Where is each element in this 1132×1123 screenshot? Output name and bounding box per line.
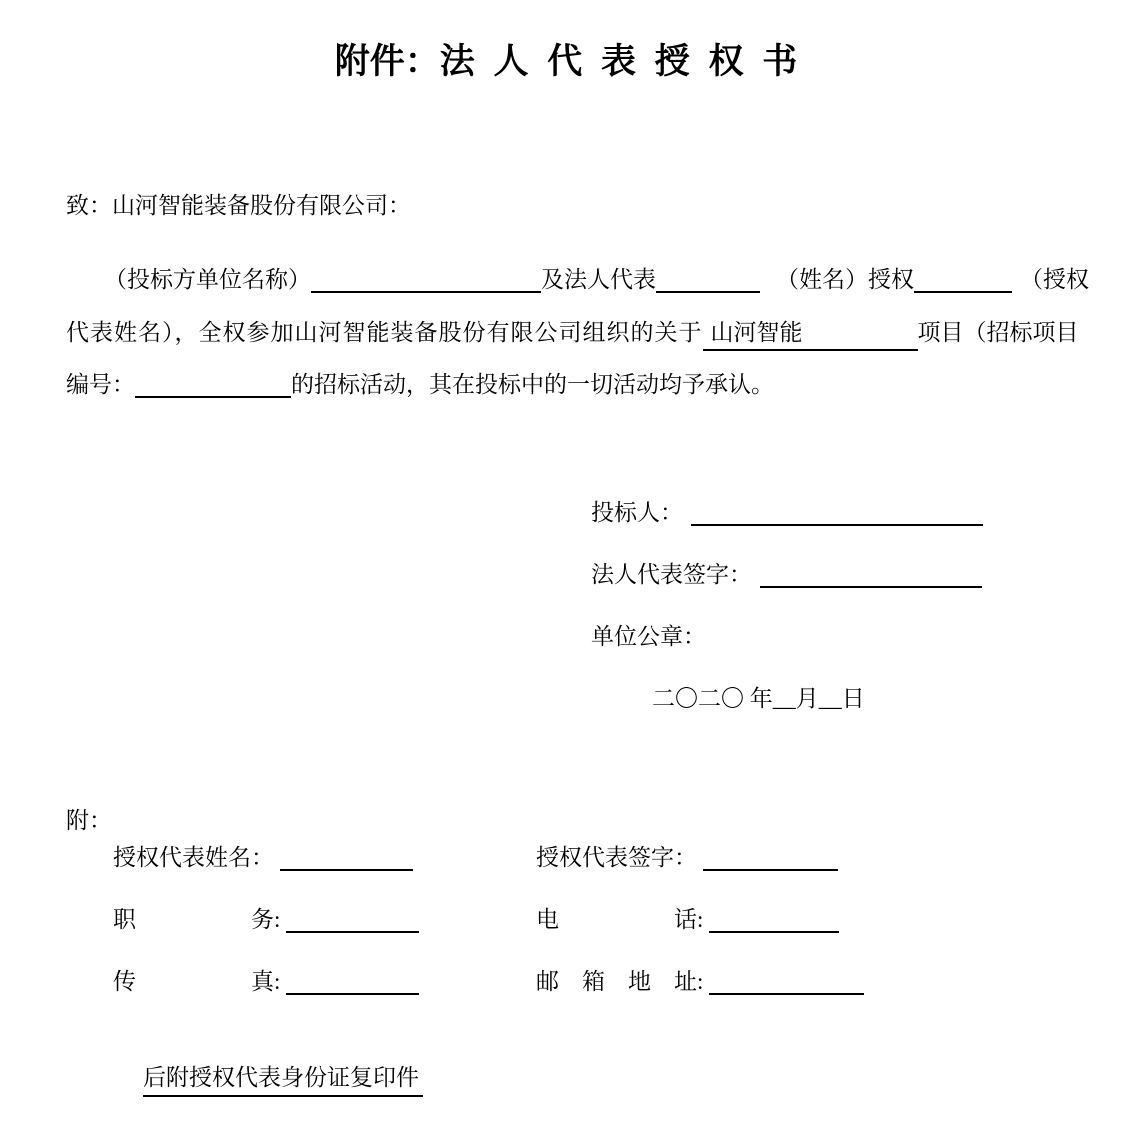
fax-cell — [113, 966, 419, 997]
blank-project-number — [135, 396, 291, 398]
phone-blank — [709, 931, 839, 933]
bidder-signature-blank — [691, 524, 983, 526]
phone-cell — [536, 904, 839, 935]
legal-rep-signature-blank — [760, 586, 982, 588]
bidder-signature-row — [591, 497, 983, 528]
position-cell — [113, 904, 419, 935]
auth-rep-name-blank — [280, 869, 413, 871]
text-segment: 项目（招标项目 — [917, 320, 1079, 345]
email-address-cell — [536, 966, 864, 997]
page-title: 附件：法 人 代 表 授 权 书 — [334, 42, 798, 81]
position-label: 职 务: — [113, 907, 281, 932]
text-segment: （授权 — [1020, 267, 1089, 292]
bidder-label: 投标人： — [591, 500, 683, 525]
auth-rep-name-label: 授权代表姓名： — [113, 845, 274, 870]
email-address-label: 邮 箱 地 址: — [536, 969, 704, 994]
fax-label: 传 真: — [113, 969, 281, 994]
attachment-heading: 附： — [66, 808, 112, 833]
legal-rep-sign-label: 法人代表签字： — [591, 562, 752, 587]
auth-rep-sign-blank — [703, 869, 838, 871]
text-segment: 及法人代表 — [541, 267, 656, 292]
company-seal-row — [591, 621, 706, 652]
blank-project-name: 山河智能 — [703, 317, 918, 351]
text-segment: 代表姓名），全权参加山河智能装备股份有限公司组织的关于 — [66, 320, 703, 345]
company-seal-label: 单位公章： — [591, 624, 706, 649]
text-segment: （投标方单位名称） — [104, 267, 311, 292]
position-blank — [286, 931, 419, 933]
paragraph-line-3 — [66, 369, 774, 400]
auth-rep-sign-cell — [536, 842, 838, 873]
text-segment: 编号： — [66, 372, 135, 397]
id-copy-note: 后附授权代表身份证复印件 — [143, 1062, 423, 1097]
blank-authorized-rep-name — [914, 291, 1012, 293]
phone-label: 电 话: — [536, 907, 704, 932]
paragraph-line-2 — [66, 317, 1079, 351]
legal-rep-signature-row — [591, 559, 982, 590]
auth-rep-sign-label: 授权代表签字： — [536, 845, 697, 870]
paragraph-line-1 — [66, 264, 1089, 295]
text-segment: 的招标活动，其在投标中的一切活动均予承认。 — [291, 372, 774, 397]
salutation-line: 致：山河智能装备股份有限公司： — [66, 193, 411, 218]
blank-bidder-company-name — [311, 291, 541, 293]
fax-blank — [286, 993, 419, 995]
text-segment: （姓名）授权 — [776, 267, 914, 292]
email-address-blank — [709, 993, 864, 995]
date-line: 二〇二〇 年__月__日 — [652, 686, 865, 711]
auth-rep-name-cell — [113, 842, 413, 873]
blank-legal-rep-name — [656, 291, 760, 293]
